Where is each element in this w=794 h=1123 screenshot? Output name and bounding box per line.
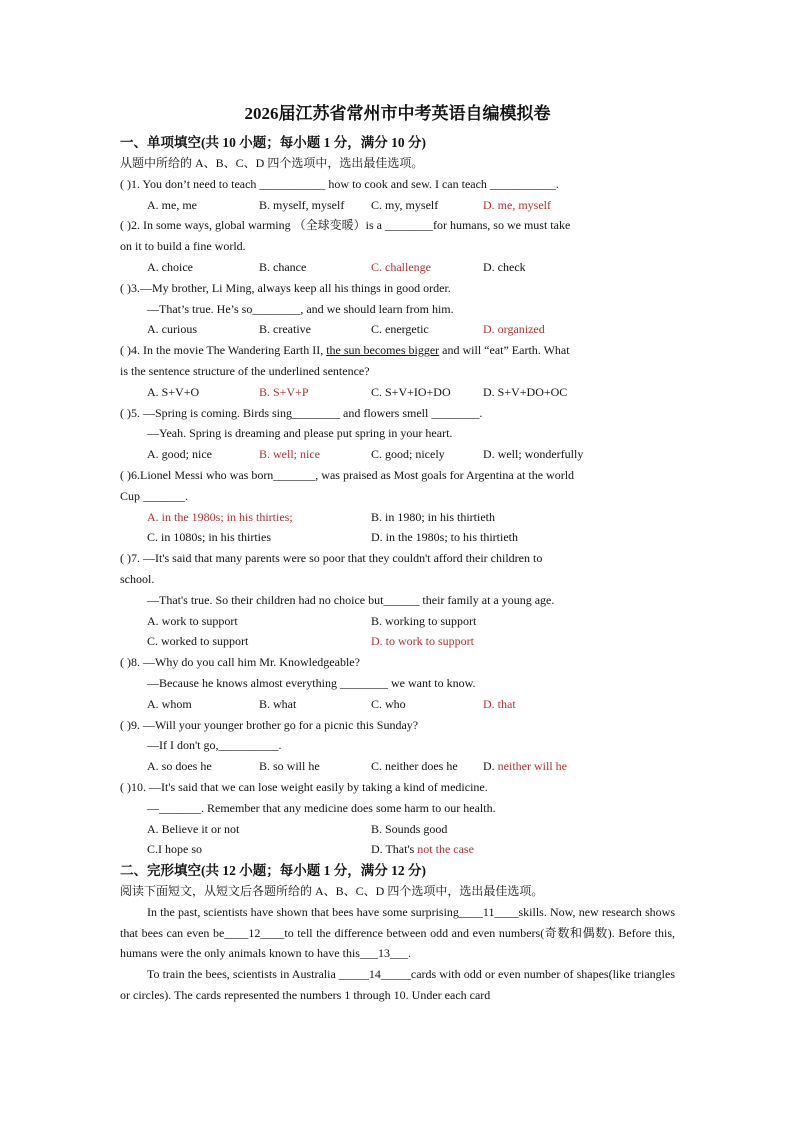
q6-stem: ( )6.Lionel Messi who was born_______, was praised as Most goals for Argentina at the world xyxy=(120,467,575,482)
q1-stem: ( )1. You don’t need to teach ___________ how to cook and sew. I can teach ___________. xyxy=(120,176,559,191)
q9-option-b: B. so will he xyxy=(259,759,320,774)
q4-option-c: C. S+V+IO+DO xyxy=(371,384,451,399)
q4-option-b-answer: B. S+V+P xyxy=(259,384,309,399)
q5-stem-cont: —Yeah. Spring is dreaming and please put spring in your heart. xyxy=(147,426,453,441)
q3-stem: ( )3.—My brother, Li Ming, always keep all his things in good order. xyxy=(120,280,451,295)
q7-option-d-answer: D. to work to support xyxy=(371,634,474,649)
q1-option-d-answer: D. me, myself xyxy=(483,197,551,212)
q7-option-b: B. working to support xyxy=(371,613,477,628)
q2-option-d: D. check xyxy=(483,259,526,274)
q1-option-a: A. me, me xyxy=(147,197,197,212)
q8-option-b: B. what xyxy=(259,696,297,711)
q7-option-c: C. worked to support xyxy=(147,634,249,649)
q7-reply: —That's true. So their children had no choice but______ their family at a young age. xyxy=(147,592,555,607)
q4-stem xyxy=(120,340,675,361)
q4-option-d: D. S+V+DO+OC xyxy=(483,384,568,399)
q10-options-row2 xyxy=(120,839,675,860)
q7-option-a: A. work to support xyxy=(147,613,238,628)
q4-option-a: A. S+V+O xyxy=(147,384,200,399)
q10-reply: —_______. Remember that any medicine does some harm to our health. xyxy=(147,800,496,815)
q3-stem-cont: —That’s true. He’s so________, and we should learn from him. xyxy=(147,301,454,316)
q5-option-c: C. good; nicely xyxy=(371,447,445,462)
q2-option-b: B. chance xyxy=(259,259,307,274)
q2-option-a: A. choice xyxy=(147,259,193,274)
q5-option-d: D. well; wonderfully xyxy=(483,447,584,462)
q9-option-c: C. neither does he xyxy=(371,759,458,774)
q2-stem-cont: on it to build a fine world. xyxy=(120,239,246,254)
q3-options xyxy=(120,319,675,340)
q9-option-d-answer: neither will he xyxy=(497,759,567,774)
q10-option-d-prefix: D. That's xyxy=(371,842,418,857)
q8-stem: ( )8. —Why do you call him Mr. Knowledgeable? xyxy=(120,655,360,670)
q4-underlined-sentence: the sun becomes bigger xyxy=(326,343,440,358)
q9-options xyxy=(120,756,675,777)
q1-option-b: B. myself, myself xyxy=(259,197,345,212)
exam-page xyxy=(120,104,675,1006)
q3-option-b: B. creative xyxy=(259,322,311,337)
q9-reply: —If I don't go,__________. xyxy=(147,738,282,753)
q6-option-b: B. in 1980; in his thirtieth xyxy=(371,509,496,524)
q8-option-a: A. whom xyxy=(147,696,192,711)
q10-option-c: C.I hope so xyxy=(147,842,202,857)
q5-stem: ( )5. —Spring is coming. Birds sing________ and flowers smell ________. xyxy=(120,405,483,420)
q8-options xyxy=(120,694,675,715)
q2-options xyxy=(120,257,675,278)
q10-options-row1 xyxy=(120,819,675,840)
q5-options xyxy=(120,444,675,465)
q7-stem-cont: school. xyxy=(120,571,155,586)
cloze-paragraph-1: In the past, scientists have shown that bees have some surprising____11____skills. Now, new research shows that bees can even be____12____to tell the difference between odd and even numbers(奇数和偶数). Before this, humans were the only animals known to have this___13___. xyxy=(120,904,675,961)
q10-stem: ( )10. —It's said that we can lose weight easily by taking a kind of medicine. xyxy=(120,779,488,794)
page-title: 2026届江苏省常州市中考英语自编模拟卷 xyxy=(244,104,551,123)
section1-heading: 一、单项填空(共 10 小题；每小题 1 分，满分 10 分) xyxy=(120,135,426,150)
q1-options xyxy=(120,195,675,216)
q8-option-c: C. who xyxy=(371,696,406,711)
q3-option-d-answer: D. organized xyxy=(483,322,545,337)
q1-option-c: C. my, myself xyxy=(371,197,439,212)
q6-option-a-answer: A. in the 1980s; in his thirties; xyxy=(147,509,293,524)
section1-instruction: 从题中所给的 A、B、C、D 四个选项中，选出最佳选项。 xyxy=(120,156,424,170)
q4-stem-post: and will “eat” Earth. What xyxy=(439,343,570,358)
q9-option-a: A. so does he xyxy=(147,759,212,774)
section2-heading: 二、完形填空(共 12 小题；每小题 1 分，满分 12 分) xyxy=(120,863,426,879)
q7-stem: ( )7. —It's said that many parents were so poor that they couldn't afford their children to xyxy=(120,551,543,566)
q7-options-row1 xyxy=(120,611,675,632)
q10-option-d-answer: not the case xyxy=(417,842,474,857)
q3-option-a: A. curious xyxy=(147,322,197,337)
q4-stem-pre: ( )4. In the movie The Wandering Earth II, xyxy=(120,343,327,358)
q6-stem-cont: Cup _______. xyxy=(120,488,189,503)
q6-option-c: C. in 1080s; in his thirties xyxy=(147,530,272,545)
q6-options-row1 xyxy=(120,507,675,528)
q5-option-b-answer: B. well; nice xyxy=(259,447,320,462)
q9-option-d xyxy=(483,756,595,777)
q6-options-row2 xyxy=(120,527,675,548)
q10-option-d xyxy=(371,839,595,860)
q7-options-row2 xyxy=(120,631,675,652)
q9-option-d-letter: D. xyxy=(483,759,498,774)
q5-option-a: A. good; nice xyxy=(147,447,212,462)
q3-option-c: C. energetic xyxy=(371,322,429,337)
q9-stem: ( )9. —Will your younger brother go for a picnic this Sunday? xyxy=(120,717,419,732)
q2-stem: ( )2. In some ways, global warming （全球变暖）is a ________for humans, so we must take xyxy=(120,218,571,233)
q4-stem-cont: is the sentence structure of the underlined sentence? xyxy=(120,363,370,378)
q8-reply: —Because he knows almost everything ________ we want to know. xyxy=(147,675,476,690)
section2-instruction: 阅读下面短文，从短文后各题所给的 A、B、C、D 四个选项中，选出最佳选项。 xyxy=(120,884,544,899)
q2-option-c-answer: C. challenge xyxy=(371,259,431,274)
q10-option-a: A. Believe it or not xyxy=(147,821,240,836)
q4-options xyxy=(120,382,675,403)
q6-option-d: D. in the 1980s; to his thirtieth xyxy=(371,530,518,545)
q8-option-d-answer: D. that xyxy=(483,696,516,711)
q10-option-b: B. Sounds good xyxy=(371,821,448,836)
cloze-paragraph-2: To train the bees, scientists in Australia _____14_____cards with odd or even number of shapes(like triangles or circles). The cards represented the numbers 1 through 10. Under each card xyxy=(120,967,675,1003)
